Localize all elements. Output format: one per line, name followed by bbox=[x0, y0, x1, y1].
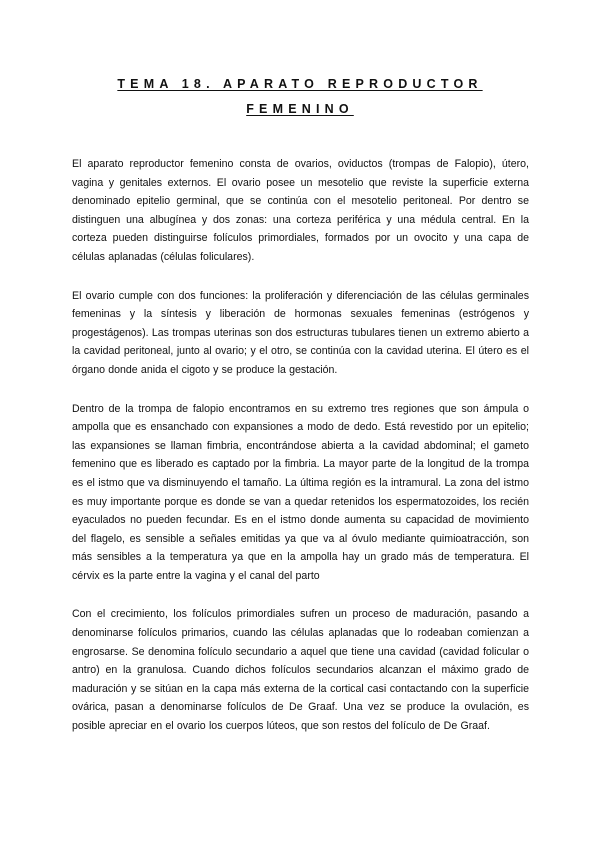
title-line-1: TEMA 18. APARATO REPRODUCTOR bbox=[117, 77, 483, 91]
paragraph-4: Con el crecimiento, los folículos primordiales sufren un proceso de maduración, pasando a denominarse folículos primarios, cuando las células aplanadas que lo rodeaban comienzan a engrosarse. Se denomina folículo secundario a aquel que tiene una cavidad (cavidad folicular o antro) en la granulosa. Cuando dichos folículos secundarios alcanzan el máximo grado de maduración y se sitúan en la capa más externa de la cortical casi contactando con la superficie ovárica, pasan a denominarse folículos de De Graaf. Una vez se produce la ovulación, es posible apreciar en el ovario los cuerpos lúteos, que son restos del folículo de De Graaf. bbox=[72, 608, 529, 733]
document-body bbox=[72, 155, 529, 756]
paragraph-3: Dentro de la trompa de falopio encontramos en su extremo tres regiones que son ámpula o ampolla que es ensanchado con expansiones a modo de dedo. Está revestido por un epitelio; las expansiones se llaman fimbria, encontrándose abierta a la cavidad abdominal; el gameto femenino que es liberado es captado por la fimbria. La mayor parte de la longitud de la trompa es el istmo que va disminuyendo el tamaño. La última región es la intramural. La zona del istmo es muy importante porque es donde se van a quedar retenidos los espermatozoides, los recién eyaculados no pueden fecundar. Es en el istmo donde aumenta su capacidad de movimiento del flagelo, es sensible a señales emitidas ya que va al óvulo mediante quimioatracción, son más sensibles a la temperatura ya que en la ampolla hay un grado más de temperatura. El cérvix es la parte entre la vagina y el canal del parto bbox=[72, 402, 529, 582]
paragraph-1: El aparato reproductor femenino consta de ovarios, oviductos (trompas de Falopio), útero, vagina y genitales externos. El ovario posee un mesotelio que reviste la superficie externa denominado epitelio germinal, que se continúa con el mesotelio peritoneal. Por dentro se distinguen una albugínea y dos zonas: una corteza periférica y una médula central. En la corteza pueden distinguirse folículos primordiales, formados por un ovocito y una capa de células aplanadas (células foliculares). bbox=[72, 158, 529, 263]
title-line-2: FEMENINO bbox=[246, 102, 354, 116]
page-title bbox=[0, 72, 600, 122]
paragraph-2: El ovario cumple con dos funciones: la proliferación y diferenciación de las células germinales femeninas y la síntesis y liberación de hormonas sexuales femeninas (estrógenos y progestágenos). Las trompas uterinas son dos estructuras tubulares tienen un extremo abierto a la cavidad peritoneal, junto al ovario; y el otro, se continúa con la cavidad uterina. El útero es el órgano donde anida el cigoto y se produce la gestación. bbox=[72, 289, 529, 376]
